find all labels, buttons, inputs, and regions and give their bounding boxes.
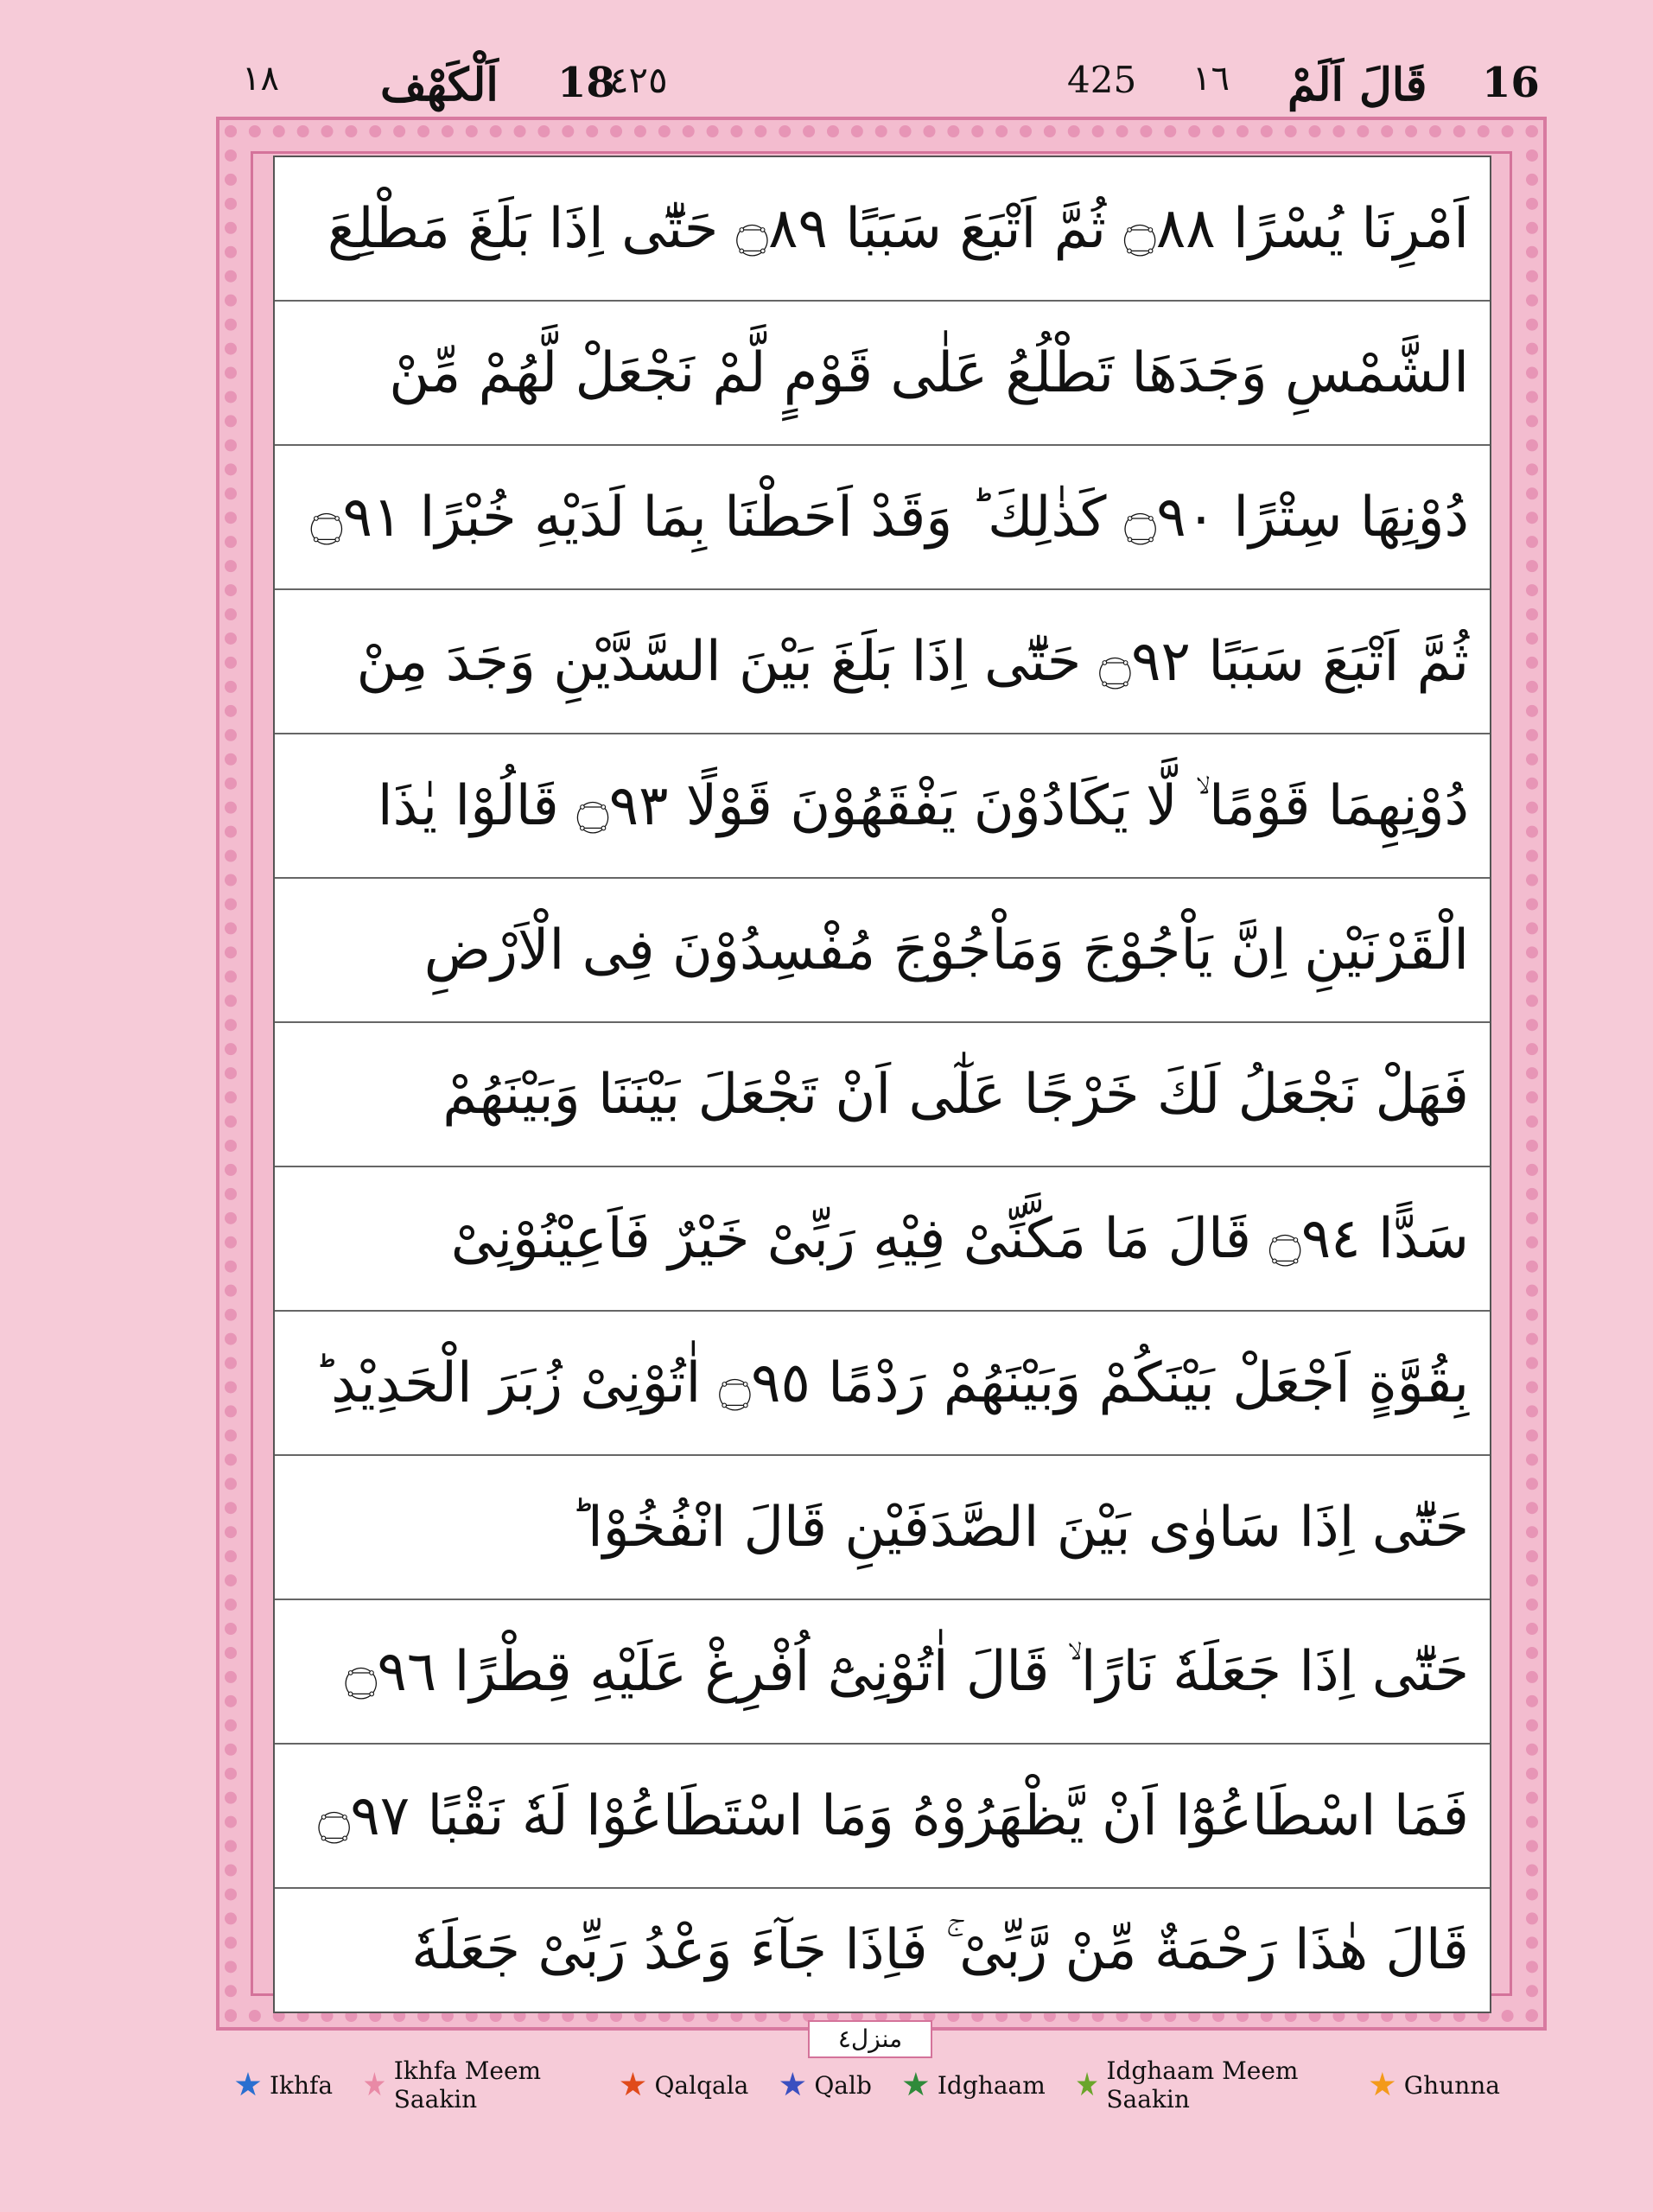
text-line: قَالَ هٰذَا رَحْمَةٌ مِّنْ رَّبِّىْ ۚ فَاِذَا جَآءَ وَعْدُ رَبِّىْ جَعَلَهٗ xyxy=(411,1918,1469,1982)
legend-item-ikhfa-meem-saakin xyxy=(364,2056,588,2113)
legend-label: Qalb xyxy=(814,2070,872,2100)
text-line: سَدًّا ۝٩٤ قَالَ مَا مَكَّنِّىْ فِيْهِ رَبِّىْ خَيْرٌ فَاَعِيْنُوْنِىْ xyxy=(275,1167,1490,1312)
star-icon xyxy=(364,2072,385,2098)
legend-label: Ikhfa xyxy=(270,2070,334,2100)
text-line: اَمْرِنَا يُسْرًا ۝٨٨ ثُمَّ اَتْبَعَ سَبَبًا ۝٨٩ حَتّٰٓى اِذَا بَلَغَ مَطْلِعَ xyxy=(275,157,1490,302)
page-number-arabic: ٤٢٥ xyxy=(609,59,668,101)
text-line: دُوْنِهِمَا قَوْمًا ۙ لَّا يَكَادُوْنَ يَفْقَهُوْنَ قَوْلًا ۝٩٣ قَالُوْا يٰذَا xyxy=(275,734,1490,879)
legend-label: Qalqala xyxy=(654,2070,749,2100)
tajweed-legend xyxy=(235,2056,1531,2113)
legend-item-ghunna xyxy=(1370,2071,1500,2100)
text-line: الشَّمْسِ وَجَدَهَا تَطْلُعُ عَلٰى قَوْمٍ لَّمْ نَجْعَلْ لَّهُمْ مِّنْ xyxy=(275,302,1490,446)
quran-text-panel xyxy=(273,156,1491,2013)
legend-label: Idghaam Meem Saakin xyxy=(1106,2056,1299,2113)
star-icon xyxy=(235,2072,261,2098)
legend-item-qalb xyxy=(779,2071,872,2100)
star-icon xyxy=(1077,2072,1098,2098)
legend-item-qalqala xyxy=(620,2071,748,2100)
text-line: فَمَا اسْطَاعُوْٓا اَنْ يَّظْهَرُوْهُ وَمَا اسْتَطَاعُوْا لَهٗ نَقْبًا ۝٩٧ xyxy=(275,1745,1490,1889)
legend-label: Idghaam xyxy=(937,2070,1046,2100)
text-line: ثُمَّ اَتْبَعَ سَبَبًا ۝٩٢ حَتّٰٓى اِذَا بَلَغَ بَيْنَ السَّدَّيْنِ وَجَدَ مِنْ xyxy=(275,590,1490,734)
right-juz-number: 16 xyxy=(1482,59,1540,107)
text-line: حَتّٰٓى اِذَا جَعَلَهٗ نَارًا ۙ قَالَ اٰتُوْنِىْٓ اُفْرِغْ عَلَيْهِ قِطْرًا ۝٩٦ xyxy=(275,1600,1490,1745)
legend-item-idghaam-meem-saakin xyxy=(1077,2056,1338,2113)
star-icon xyxy=(620,2072,645,2098)
legend-item-ikhfa xyxy=(235,2071,333,2100)
legend-item-idghaam xyxy=(903,2071,1046,2100)
legend-label: Ghunna xyxy=(1403,2070,1500,2100)
text-line: دُوْنِهَا سِتْرًا ۝٩٠ كَذٰلِكَ ؕ وَقَدْ اَحَطْنَا بِمَا لَدَيْهِ خُبْرًا ۝٩١ xyxy=(275,446,1490,590)
left-juz-number-arabic: ١٨ xyxy=(242,59,279,99)
text-line: فَهَلْ نَجْعَلُ لَكَ خَرْجًا عَلٰٓى اَنْ تَجْعَلَ بَيْنَنَا وَبَيْنَهُمْ xyxy=(275,1023,1490,1167)
manzil-label: منزل٤ xyxy=(808,2020,932,2058)
page-number: 425 xyxy=(1067,59,1137,101)
left-juz-number: 18 xyxy=(557,59,615,107)
text-line: بِقُوَّةٍ اَجْعَلْ بَيْنَكُمْ وَبَيْنَهُمْ رَدْمًا ۝٩٥ اٰتُوْنِىْ زُبَرَ الْحَدِيْدِ ؕ xyxy=(275,1312,1490,1456)
right-para-name: قَالَ اَلَمْ xyxy=(1287,59,1427,111)
legend-label: Ikhfa Meem Saakin xyxy=(393,2056,542,2113)
star-icon xyxy=(1370,2072,1396,2098)
star-icon xyxy=(779,2072,805,2098)
text-line: الْقَرْنَيْنِ اِنَّ يَاْجُوْجَ وَمَاْجُوْجَ مُفْسِدُوْنَ فِى الْاَرْضِ xyxy=(275,879,1490,1023)
left-surah-name: اَلْكَهْف xyxy=(380,59,499,111)
star-icon xyxy=(903,2072,929,2098)
page-header xyxy=(216,52,1540,121)
text-line: حَتّٰٓى اِذَا سَاوٰى بَيْنَ الصَّدَفَيْنِ قَالَ انْفُخُوْا ؕ xyxy=(275,1456,1490,1600)
right-juz-number-arabic: ١٦ xyxy=(1192,59,1230,99)
